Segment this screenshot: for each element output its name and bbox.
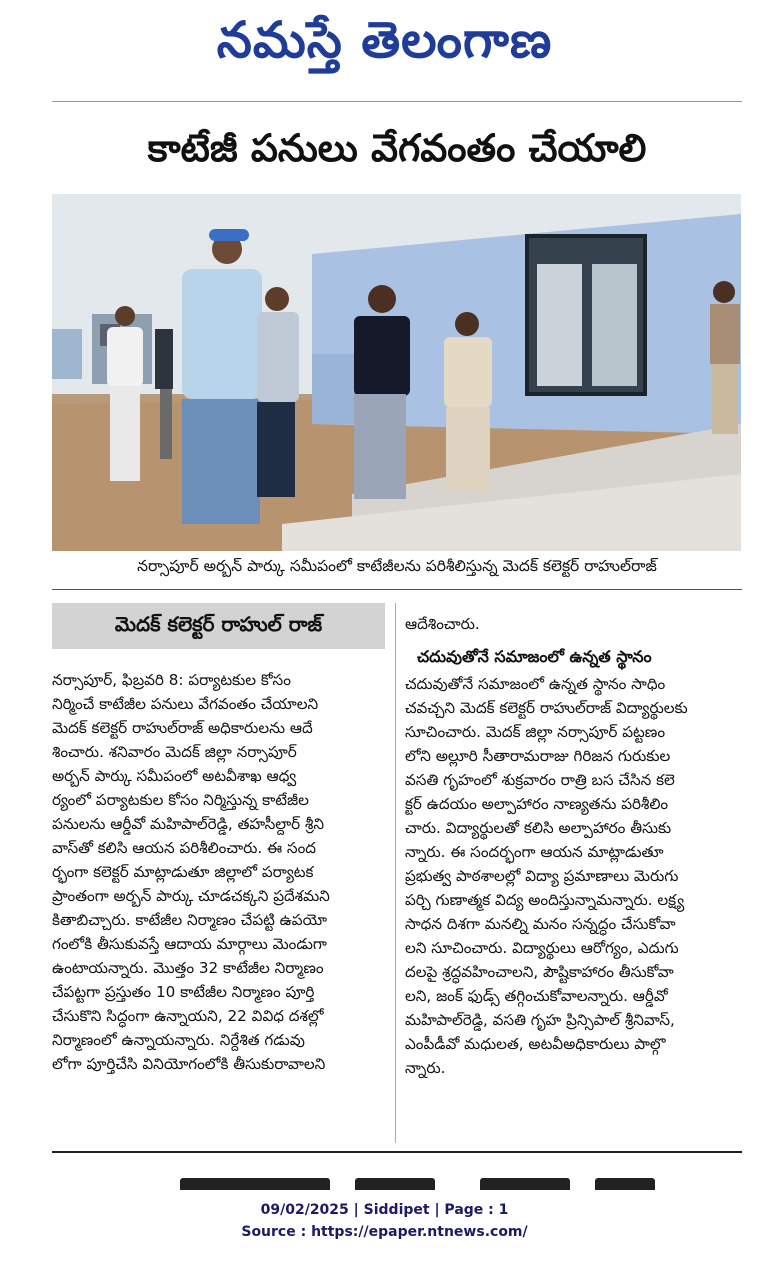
article-left-column — [52, 668, 385, 1076]
article-line: పర్చి గుణాత్మక విద్య అందిస్తున్నామన్నారు. లక్ష్య — [405, 891, 685, 909]
article-line: కితాబిచ్చారు. కాటేజీల నిర్మాణం చేపట్టి ఉపయో — [52, 911, 328, 929]
article-line: చేసుకొని సిద్ధంగా ఉన్నాయని, 22 వివిధ దశల్లో — [52, 1007, 324, 1025]
article-line: వాస్‌తో కలిసి ఆయన పరిశీలించారు. ఈ సంద — [52, 839, 316, 857]
page-footer — [0, 1199, 769, 1243]
article-line: నిర్మించే కాటేజీల పనులు వేగవంతం చేయాలని — [52, 695, 319, 713]
article-line: ప్రభుత్వ పాఠశాలల్లో విద్యా ప్రమాణాలు మెరుగు — [405, 867, 679, 885]
article-line: చేపట్టగా ప్రస్తుతం 10 కాటేజీల నిర్మాణం పూర్తి — [52, 983, 315, 1001]
newspaper-title: నమస్తే తెలంగాణ — [216, 11, 553, 69]
article-photo — [52, 194, 741, 551]
article-line: ఎంపీడీవో మధులత, అటవీఅధికారులు పాల్గొ — [405, 1035, 666, 1053]
article-line: నర్సాపూర్, ఫిబ్రవరి 8: పర్యాటకుల కోసం — [52, 671, 291, 689]
article-line: చదువుతోనే సమాజంలో ఉన్నత స్థానం సాధిం — [405, 675, 666, 693]
article-line: న్నారు. — [405, 1059, 446, 1077]
photo-caption: నర్సాపూర్ అర్బన్ పార్కు సమీపంలో కాటేజీలను పరిశీలిస్తున్న మెదక్ కలెక్టర్ రాహుల్‌రాజ్ — [137, 557, 657, 575]
article-line: సాధన దిశగా మనల్ని మనం సన్నద్ధం చేసుకోవా — [405, 915, 676, 933]
article-line: ర్యంలో పర్యాటకుల కోసం నిర్మిస్తున్న కాటేజీల — [52, 791, 309, 809]
article-line: లోగా పూర్తిచేసి వినియోగంలోకి తీసుకురావాలని — [52, 1055, 326, 1073]
top-divider — [52, 101, 742, 102]
article-line: పనులను ఆర్డీవో మహిపాల్‌రెడ్డి, తహసీల్దార్ శ్రీని — [52, 815, 325, 833]
next-article-cutoff — [180, 1168, 670, 1190]
article-line: ప్రాంతంగా అర్బన్ పార్కు చూడచక్కని ప్రదేశమని — [52, 887, 330, 905]
article-line: శించారు. శనివారం మెదక్ జిల్లా నర్సాపూర్ — [52, 743, 297, 761]
article-line: మహిపాల్‌రెడ్డి, వసతి గృహ ప్రిన్సిపాల్ శ్రీనివాస్, — [405, 1011, 675, 1029]
article-line: చవచ్చని మెదక్ కలెక్టర్ రాహుల్‌రాజ్ విద్యార్థులకు — [405, 699, 688, 717]
masthead — [0, 4, 769, 76]
article-line: ర్భంగా కలెక్టర్ మాట్లాడుతూ జిల్లాలో పర్యాటక — [52, 863, 314, 881]
article-line: క్టర్ ఉదయం అల్పాహారం నాణ్యతను పరిశీలిం — [405, 795, 669, 813]
article-right-column — [405, 612, 742, 1080]
article-line: గంలోకి తీసుకువస్తే ఆదాయ మార్గాలు మెండుగా — [52, 935, 327, 953]
footer-date-line: 09/02/2025 | Siddipet | Page : 1 — [260, 1202, 509, 1218]
article-line: నిర్మాణంలో ఉన్నాయన్నారు. నిర్దేశిత గడువు — [52, 1031, 305, 1049]
article-line: దలపై శ్రద్ధవహించాలని, పౌష్టికాహారం తీసుకోవా — [405, 963, 674, 981]
article-headline: కాటేజీ పనులు వేగవంతం చేయాలి — [147, 126, 647, 170]
article-line: ఉంటాయన్నారు. మొత్తం 32 కాటేజీల నిర్మాణం — [52, 959, 324, 977]
sub-heading: చదువుతోనే సమాజంలో ఉన్నత స్థానం — [417, 647, 652, 666]
footer-source-line[interactable]: Source : https://epaper.ntnews.com/ — [241, 1224, 528, 1240]
article-line: లని సూచించారు. విద్యార్థులు ఆరోగ్యం, ఎదుగు — [405, 939, 679, 957]
bottom-divider — [52, 1151, 742, 1153]
byline-box — [52, 603, 385, 649]
photo-illustration — [52, 194, 741, 551]
column-divider — [395, 603, 396, 1143]
article-line: న్నారు. ఈ సందర్భంగా ఆయన మాట్లాడుతూ — [405, 843, 664, 861]
byline-text: మెదక్ కలెక్టర్ రాహుల్ రాజ్ — [114, 611, 323, 636]
article-line: లని, జంక్ ఫుడ్స్ తగ్గించుకోవాలన్నారు. ఆర్డీవో — [405, 987, 668, 1005]
article-line: అర్బన్ పార్కు సమీపంలో అటవీశాఖ ఆధ్వ — [52, 767, 297, 785]
article-line: ఆదేశించారు. — [405, 615, 480, 633]
article-line: మెదక్ కలెక్టర్ రాహుల్‌రాజ్ అధికారులను ఆదే — [52, 719, 313, 737]
article-line: చారు. విద్యార్థులతో కలిసి అల్పాహారం తీసుకు — [405, 819, 672, 837]
article-line: లోని అల్లూరి సీతారామరాజు గిరిజన గురుకుల — [405, 747, 671, 765]
article-line: సూచించారు. మెదక్ జిల్లా నర్సాపూర్ పట్టణం — [405, 723, 666, 741]
article-line: వసతి గృహంలో శుక్రవారం రాత్రి బస చేసిన కలె — [405, 771, 675, 789]
caption-divider — [52, 589, 742, 590]
